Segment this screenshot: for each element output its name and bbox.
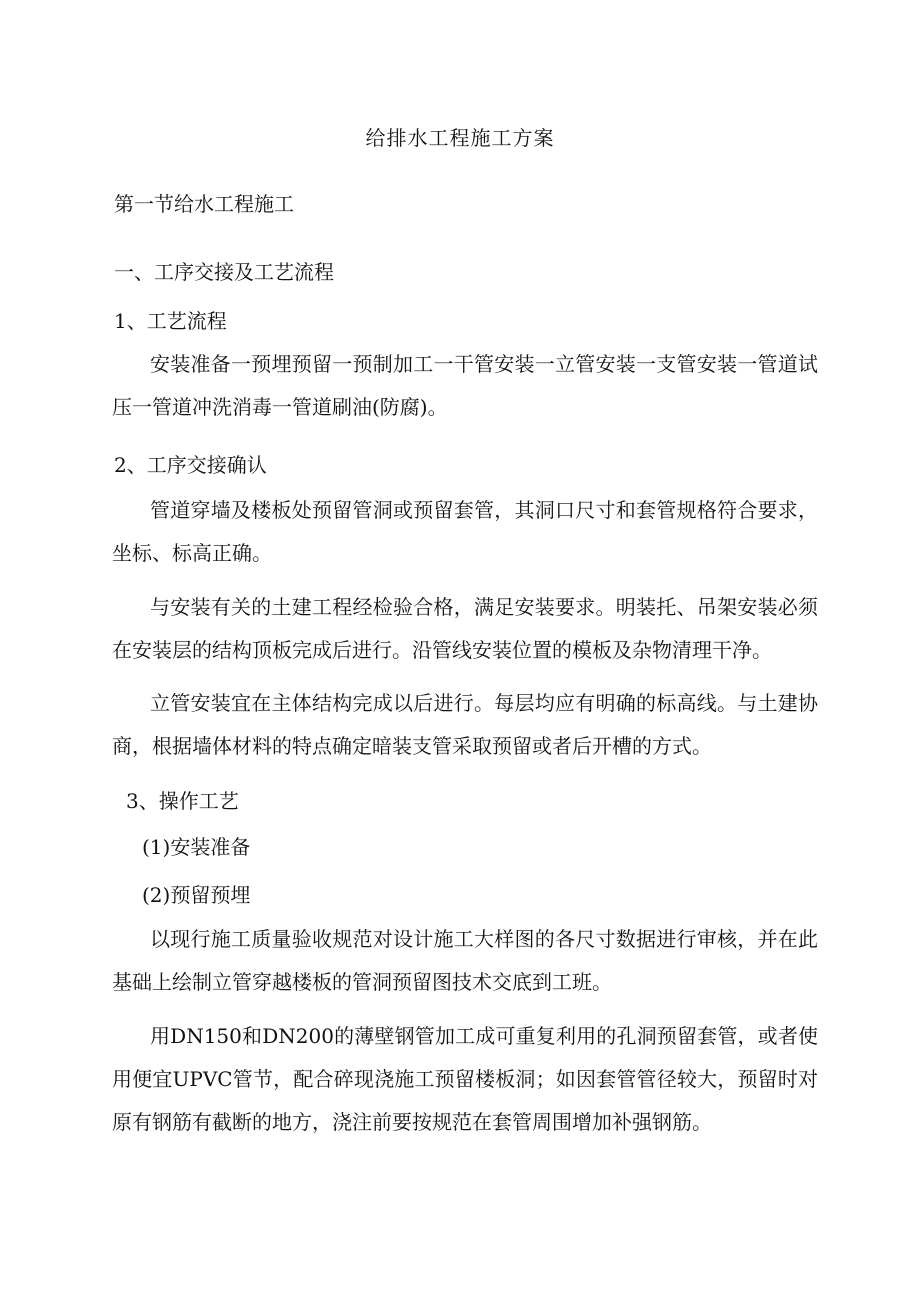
document-title: 给排水工程施工方案 — [365, 126, 555, 150]
step1-heading: (1)安装准备 — [142, 835, 251, 859]
item1-heading: 1、工艺流程 — [114, 309, 227, 333]
item2-paragraph-1: 管道穿墙及楼板处预留管洞或预留套管，其洞口尺寸和套管规格符合要求，坐标、标高正确。 — [112, 498, 818, 565]
item2-paragraph-3: 立管安装宜在主体结构完成以后进行。每层均应有明确的标高线。与土建协商，根据墙体材料的特点确定暗装支管采取预留或者后开槽的方式。 — [112, 691, 818, 758]
subsection-heading: 一、工序交接及工艺流程 — [114, 260, 334, 284]
item1-paragraph: 安装准备一预埋预留一预制加工一干管安装一立管安装一支管安装一管道试压一管道冲洗消毒一管道刷油(防腐)。 — [112, 352, 818, 419]
step2-paragraph-1: 以现行施工质量验收规范对设计施工大样图的各尺寸数据进行审核，并在此基础上绘制立管穿越楼板的管洞预留图技术交底到工班。 — [112, 927, 818, 994]
item3-heading: 3、操作工艺 — [126, 789, 239, 813]
step2-heading: (2)预留预埋 — [142, 883, 251, 907]
item2-paragraph-2: 与安装有关的土建工程经检验合格，满足安装要求。明装托、吊架安装必须在安装层的结构顶板完成后进行。沿管线安装位置的模板及杂物清理干净。 — [112, 595, 818, 662]
item2-heading: 2、工序交接确认 — [114, 453, 267, 477]
section-heading: 第一节给水工程施工 — [114, 192, 294, 216]
step2-paragraph-2: 用DN150和DN200的薄壁钢管加工成可重复利用的孔洞预留套管，或者使用便宜UPVC管节，配合碎现浇施工预留楼板洞；如因套管管径较大，预留时对原有钢筋有截断的地方，浇注前要按规范在套管周围增加补强钢筋。 — [112, 1024, 818, 1134]
